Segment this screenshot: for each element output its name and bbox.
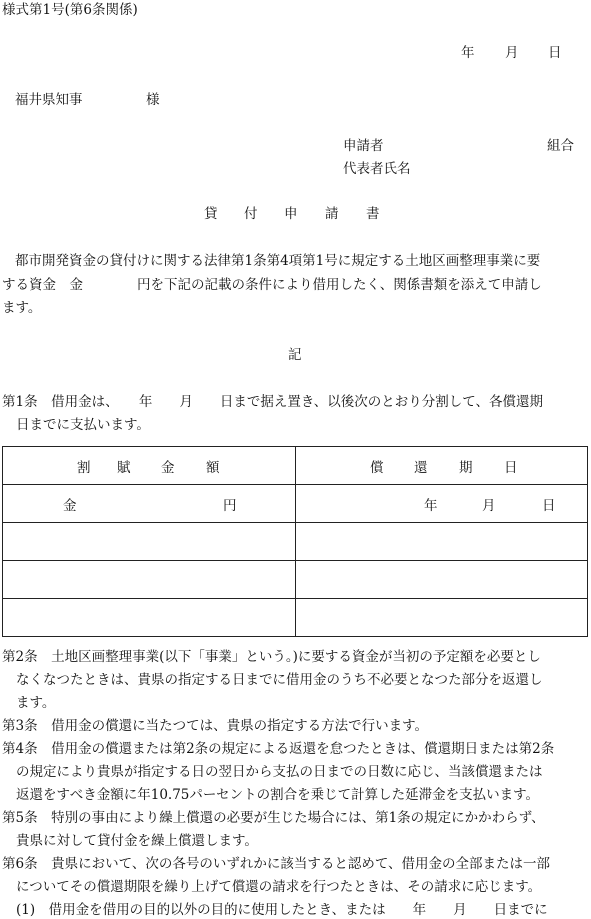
article4-line-3: 返還をすべき金額に年10.75パーセントの割合を乗じて計算した延滞金を支払います。	[16, 787, 540, 803]
article5-line-1: 第5条 特別の事由により繰上償還の必要が生じた場合には、第1条の規定にかかわらず、	[2, 810, 545, 826]
title-char-1: 貸	[204, 206, 218, 222]
amount-cell	[3, 523, 296, 561]
intro-line-1: 都市開発資金の貸付けに関する法律第1条第4項第1号に規定する土地区画整理事業に要	[15, 253, 541, 269]
installment-table	[2, 446, 588, 637]
article5-line-2: 貴県に対して貸付金を繰上償還します。	[16, 833, 258, 849]
amount-cell	[3, 485, 296, 523]
applicant-suffix: 組合	[547, 138, 574, 154]
date-month-label: 月	[505, 45, 519, 61]
date-cell	[296, 599, 588, 637]
intro-line-2: する資金 金 円を下記の記載の条件により借用したく、関係書類を添えて申請し	[2, 277, 542, 293]
representative-label: 代表者氏名	[343, 161, 411, 177]
amount-cell	[3, 599, 296, 637]
date-cell	[296, 523, 588, 561]
table-row	[3, 599, 588, 637]
table-row	[3, 561, 588, 599]
date-cell	[296, 561, 588, 599]
day-label: 日	[542, 497, 556, 514]
month-label: 月	[482, 497, 496, 514]
table-row	[3, 485, 588, 523]
article1-line-2: 日までに支払います。	[16, 417, 150, 433]
table-row	[3, 523, 588, 561]
date-day-label: 日	[548, 45, 562, 61]
article3-line-1: 第3条 借用金の償還に当たつては、貴県の指定する方法で行います。	[2, 718, 429, 734]
date-cell	[296, 485, 588, 523]
item-1-line: (1) 借用金を借用の目的以外の目的に使用したとき、または 年 月 日までに	[16, 902, 548, 918]
date-year-label: 年	[461, 45, 475, 61]
addressee-name: 福井県知事	[15, 92, 83, 108]
header-char: 還	[414, 459, 428, 476]
header-char: 額	[206, 459, 220, 476]
title-char-4: 請	[325, 206, 339, 222]
title-char-3: 申	[284, 206, 298, 222]
article1-line-1: 第1条 借用金は、 年 月 日まで据え置き、以後次のとおり分割して、各償還期	[2, 394, 544, 410]
article6-line-1: 第6条 貴県において、次の各号のいずれかに該当すると認めて、借用金の全部または一部	[2, 856, 551, 872]
table-header-row	[3, 447, 588, 485]
form-number: 様式第1号(第6条関係)	[2, 2, 138, 18]
article6-line-2: についてその償還期限を繰り上げて償還の請求を行つたときは、その請求に応じます。	[16, 879, 542, 895]
article2-line-1: 第2条 土地区画整理事業(以下「事業」という。)に要する資金が当初の予定額を必要とし	[2, 649, 541, 665]
year-label: 年	[424, 497, 438, 514]
ki-heading: 記	[288, 347, 302, 363]
article2-line-2: なくなつたときは、貴県の指定する日までに借用金のうち不必要となつた部分を返還し	[16, 672, 543, 688]
kin-label: 金	[63, 497, 77, 514]
addressee-honorific: 様	[146, 92, 160, 108]
title-char-5: 書	[366, 206, 380, 222]
header-char: 割	[77, 459, 91, 476]
title-char-2: 付	[244, 206, 258, 222]
article2-line-3: ます。	[16, 695, 56, 711]
article4-line-1: 第4条 借用金の償還または第2条の規定による返還を怠つたときは、償還期日または第2条	[2, 741, 555, 757]
amount-cell	[3, 561, 296, 599]
article4-line-2: の規定により貴県が指定する日の翌日から支払の日までの日数に応じ、当該償還または	[16, 764, 543, 780]
en-label: 円	[223, 497, 237, 514]
header-char: 賦	[117, 459, 131, 476]
intro-line-3: ます。	[2, 300, 42, 316]
header-repayment-date	[296, 447, 588, 485]
header-installment-amount	[3, 447, 296, 485]
header-char: 償	[370, 459, 384, 476]
header-char: 金	[161, 459, 175, 476]
header-char: 日	[504, 459, 518, 476]
applicant-label: 申請者	[343, 138, 384, 154]
header-char: 期	[459, 459, 473, 476]
